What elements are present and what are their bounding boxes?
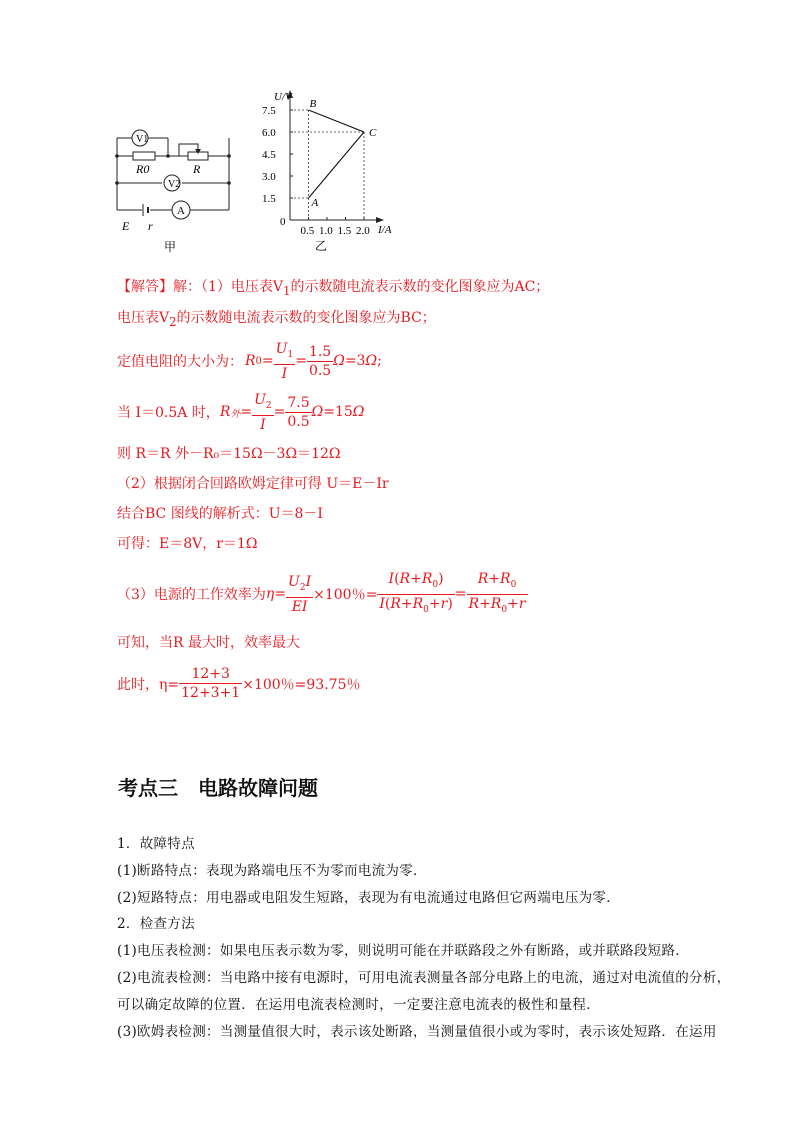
answer-line-1 <box>117 276 549 298</box>
u-i-graph <box>240 86 400 254</box>
section-line-2: (1)断路特点：表现为路端电压不为零而电流为零． <box>117 863 427 879</box>
answer-line-6: （2）根据闭合回路欧姆定律可得 U＝E－Ir <box>117 476 389 492</box>
v2-label: V2 <box>168 179 181 190</box>
x-tick-label: 0.5 <box>300 225 315 237</box>
v1-label: V1 <box>136 134 149 145</box>
answer-l4-prefix: 当 I＝0.5A 时， <box>117 405 220 422</box>
point-c-label: C <box>369 127 377 139</box>
y-axis-label: U/V <box>274 91 292 103</box>
answer-line-5: 则 R＝R 外－R₀＝15Ω－3Ω＝12Ω <box>117 446 341 462</box>
graph-caption: 乙 <box>315 239 328 253</box>
y-tick-label: 3.0 <box>262 171 276 183</box>
x-tick-label: 1.0 <box>319 225 333 237</box>
answer-line-3: 定值电阻的大小为： R 0 = $\frac{U_1}{I}$ = $\frac{1.5}{0.5}$ Ω =3 Ω ; <box>117 341 382 382</box>
emf-label: E <box>122 219 130 233</box>
section-line-8: (3)欧姆表检测：当测量值很大时，表示该处断路，当测量值很小或为零时，表示该处短路．在运用 <box>117 1024 717 1040</box>
answer-line-8: 可得：E＝8V，r＝1Ω <box>117 536 258 552</box>
ammeter-label: A <box>177 205 185 217</box>
answer-line-7: 结合BC 图线的解析式：U＝8－I <box>117 506 323 522</box>
x-tick-label: 2.0 <box>356 225 370 237</box>
answer-l2-sub: 2 <box>169 314 177 329</box>
series-line-bc <box>309 110 365 132</box>
internal-r-label: r <box>148 219 153 233</box>
section-line-4: 2．检查方法 <box>117 916 195 932</box>
point-a-label: A <box>311 197 319 209</box>
series-line-ac <box>309 132 365 198</box>
y-tick-label: 6.0 <box>262 127 276 139</box>
section-line-6: (2)电流表检测：当电路中接有电源时，可用电流表测量各部分电路上的电流，通过对电流值的分析， <box>117 970 731 986</box>
x-axis-label: I/A <box>378 224 392 236</box>
answer-l2-rest: 的示数随电流表示数的变化图象应为BC； <box>176 310 436 326</box>
y-tick-label: 4.5 <box>262 149 276 161</box>
origin-label: 0 <box>280 216 286 228</box>
x-tick-label: 1.5 <box>337 225 352 237</box>
answer-l1-text: 解：（1）电压表V <box>173 279 284 295</box>
circuit-diagram <box>108 118 238 253</box>
answer-bracket: 【解答】 <box>117 279 173 295</box>
point-b-label: B <box>309 98 317 110</box>
answer-l9-prefix: （3）电源的工作效率为 <box>117 587 266 604</box>
y-tick-label: 1.5 <box>262 193 276 205</box>
answer-line-4: 当 I＝0.5A 时， R 外 = $\frac{U_2}{I}$ = $\frac{7.5}{0.5}$ Ω =15 Ω <box>117 392 365 433</box>
section-title: 考点三 电路故障问题 <box>118 776 318 800</box>
answer-l1-sub: 1 <box>283 283 291 298</box>
r0-label: R0 <box>136 162 150 176</box>
answer-l3-prefix: 定值电阻的大小为： <box>117 354 243 371</box>
answer-line-2 <box>117 307 436 329</box>
answer-line-10: 可知，当R 最大时，效率最大 <box>117 635 300 651</box>
answer-l1-rest: 的示数随电流表示数的变化图象应为AC； <box>290 279 550 295</box>
section-line-7: 可以确定故障的位置．在运用电流表检测时，一定要注意电流表的极性和量程． <box>117 997 600 1013</box>
y-tick-label: 7.5 <box>262 105 276 117</box>
answer-line-9: （3）电源的工作效率为 η = $\frac{U_2I}{EI}$ ×100％= $\frac{I(R+R_0)}{I(R+R_0+r)}$ = $\frac{R+R_0}{R+R_0+r}$ <box>117 571 526 615</box>
section-line-1: 1．故障特点 <box>117 836 195 852</box>
circuit-caption: 甲 <box>164 240 177 253</box>
r-label: R <box>193 162 201 176</box>
section-line-5: (1)电压表检测：如果电压表示数为零，则说明可能在并联路段之外有断路，或并联路段短路． <box>117 943 690 959</box>
answer-l11-prefix: 此时，η= <box>117 676 180 693</box>
section-line-3: (2)短路特点：用电器或电阻发生短路，表现为有电流通过电路但它两端电压为零． <box>117 890 621 906</box>
answer-l2-text: 电压表V <box>117 310 170 326</box>
answer-line-11: 此时，η= $\frac{12+3}{12+3+1}$ ×100％=93.75％ <box>117 666 361 701</box>
